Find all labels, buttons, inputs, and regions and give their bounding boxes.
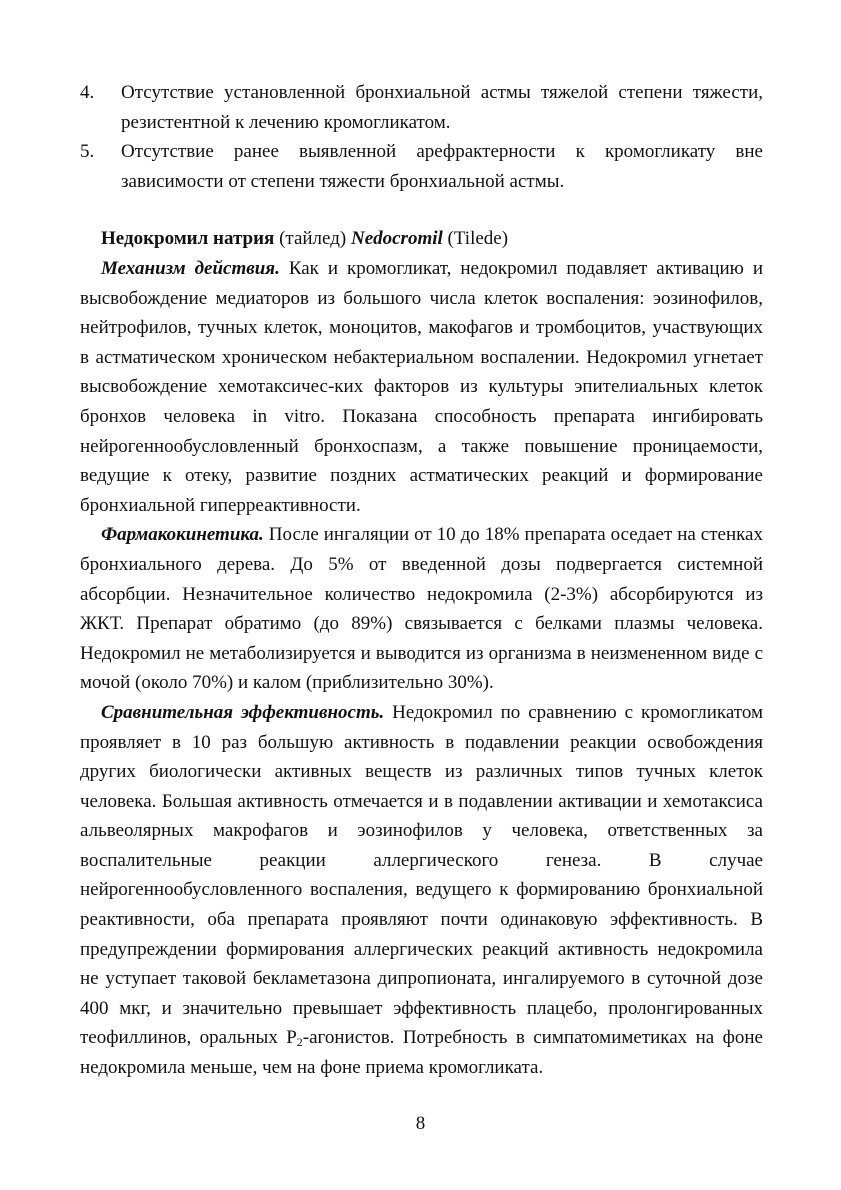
pharmacokinetics-paragraph [80, 520, 763, 698]
list-item-text: Отсутствие ранее выявленной арефрактерности к кромогликату вне зависимости от степени тяжести бронхиальной астмы. [121, 141, 763, 192]
list-item [80, 137, 763, 196]
drug-trade-name: (тайлед) [274, 228, 351, 249]
mechanism-title: Механизм действия. [101, 258, 280, 279]
mechanism-text: Как и кромогликат, недокромил подавляет активацию и высвобождение медиаторов из большого числа клеток воспаления: эозинофилов, нейтрофилов, тучных клеток, моноцитов, макофагов и тромбоцитов, участвующих в астматическом хроническом небактериальном воспалении. Недокромил угнетает высвобождение хемотаксичес-ких факторов из культуры эпителиальных клеток бронхов человека in vitro. Показана способность препарата ингибировать нейрогеннообусловленный бронхоспазм, а также повышение проницаемости, ведущие к отеку, развитие поздних астматических реакций и формирование бронхиальной гиперреактивности. [80, 258, 763, 516]
drug-latin-name: Nedocromil [350, 228, 443, 249]
comparative-text: Недокромил по сравнению с кромогликатом проявляет в 10 раз большую активность в подавлении реакции освобождения других биологически активных веществ из различных типов тучных клеток человека. Большая активность отмечается и в подавлении активации и хемотаксиса альвеолярных макрофагов и эозинофилов у человека, ответственных за воспалительные реакции аллергического генеза. В случае нейрогеннообусловленного воспаления, ведущего к формированию бронхиальной реактивности, оба препарата проявляют почти одинаковую эффективность. В предупреждении формирования аллергических реакций активность недокромила не уступает таковой бекламетазона дипропионата, ингалируемого в суточной дозе 400 мкг, и значительно превышает эффективность плацебо, пролонгированных теофиллинов, оральных Р [80, 701, 763, 1049]
comparative-text-end: -агонистов. Потребность в симпатомиметиках на фоне недокромила меньше, чем на фоне приема кромогликата. [80, 1027, 763, 1079]
section-heading [80, 224, 763, 254]
page-content [80, 78, 763, 1083]
list-item-text: Отсутствие установленной бронхиальной астмы тяжелой степени тяжести, резистентной к лечению кромогликатом. [121, 82, 763, 133]
pharmacokinetics-text: После ингаляции от 10 до 18% препарата оседает на стенках бронхиального дерева. До 5% от введенной дозы подвергается системной абсорбции. Незначительное количество недокромила (2-3%) абсорбируются из ЖКТ. Препарат обратимо (до 89%) связывается с белками плазмы человека. Недокромил не метаболизируется и выводится из организма в неизмененном виде с мочой (около 70%) и калом (приблизительно 30%). [80, 524, 763, 694]
comparative-title: Сравнительная эффективность. [101, 701, 385, 723]
subscript: 2 [296, 1035, 303, 1050]
drug-name: Недокромил натрия [101, 228, 275, 249]
list-item-number: 4. [80, 82, 95, 103]
comparative-paragraph [80, 698, 763, 1083]
numbered-list [80, 78, 763, 196]
drug-latin-trade-name: (Tilede) [442, 228, 509, 249]
mechanism-paragraph [80, 254, 763, 520]
list-item [80, 78, 763, 137]
list-item-number: 5. [80, 141, 95, 162]
pharmacokinetics-title: Фармакокинетика. [101, 524, 264, 546]
page-number: 8 [415, 1113, 426, 1134]
